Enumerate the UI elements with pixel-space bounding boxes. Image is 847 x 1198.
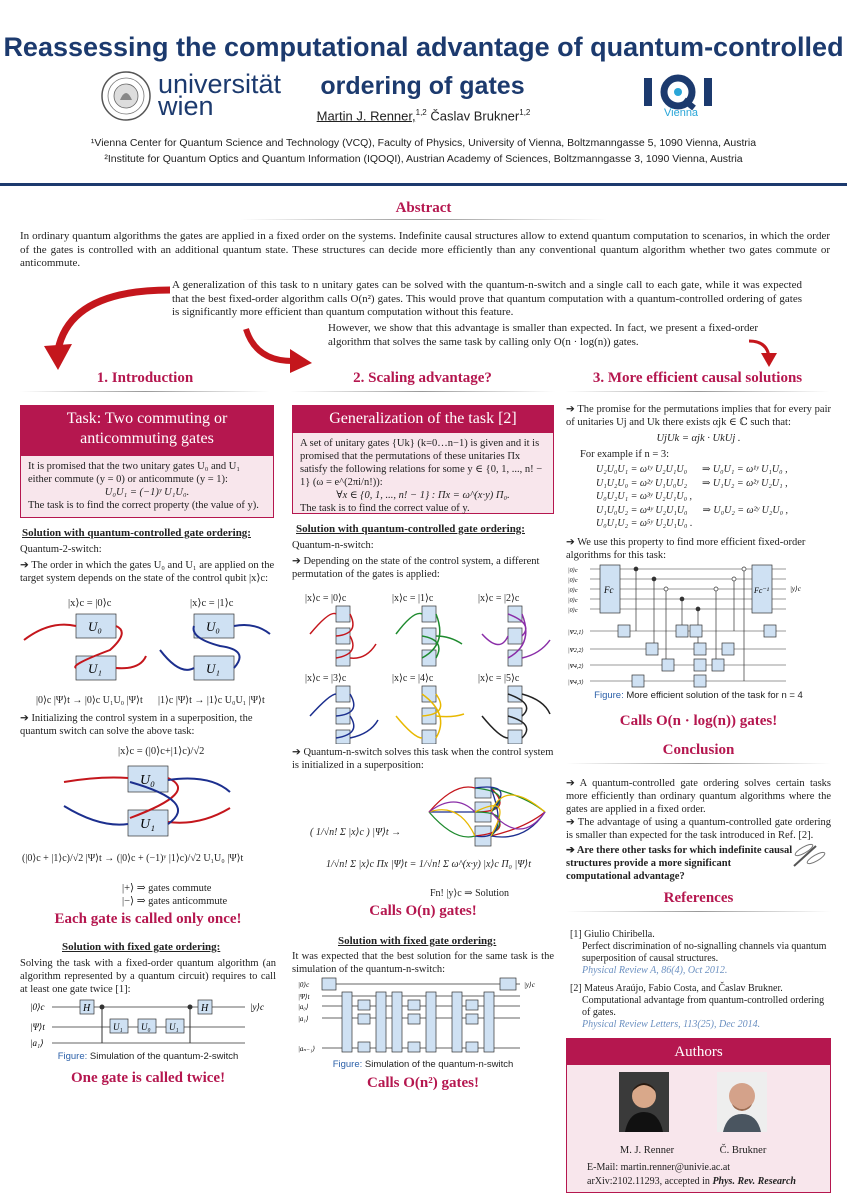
header-divider	[0, 183, 847, 186]
col2-sum-eq2: 1/√n! Σ |x⟩c Πx |Ψ⟩t = 1/√n! Σ ω^(x·y) |x⟩c Π₀ |Ψ⟩t	[326, 859, 531, 870]
svg-text:U₁: U₁	[140, 817, 155, 832]
ref1-title: Perfect discrimination of no-signalling channels via quantum superposition of causal structures.	[582, 941, 827, 964]
references-heading: References	[663, 890, 734, 906]
perm-panel-0	[310, 606, 376, 666]
col2-figure-caption	[292, 1059, 554, 1070]
svg-text:|0⟩c: |0⟩c	[568, 588, 578, 594]
col2-fig-caption-text: Simulation of the quantum-n-switch	[364, 1059, 514, 1070]
example-line-4: U₀U₁U₂ = ω⁵ʸ U₂U₁U₀ .	[596, 518, 693, 529]
svg-text:|Ψ4,2⟩: |Ψ4,2⟩	[568, 664, 584, 670]
col3-example-lines	[596, 463, 831, 531]
example-line-3: U₁U₀U₂ = ω⁴ʸ U₂U₁U₀ ⇒ U₀U₂ = ω²ʸ U₂U₀ ,	[596, 504, 789, 516]
task-box-task: The task is to find the correct property (the value of y).	[28, 500, 259, 511]
svg-text:Fc⁻¹: Fc⁻¹	[754, 586, 770, 595]
col1-fig-label: Figure:	[57, 1051, 88, 1062]
perm-state-1: |x⟩c = |1⟩c	[392, 593, 434, 604]
svg-text:U₁: U₁	[113, 1022, 123, 1032]
col2-sum-eq: ( 1/√n! Σ |x⟩c ) |Ψ⟩t →	[310, 827, 402, 838]
quantum-n-switch-circuit	[296, 976, 556, 1056]
col1-figure-caption	[20, 1051, 276, 1062]
svg-text:|0⟩c: |0⟩c	[568, 568, 578, 574]
col3-fig-caption-text: More efficient solution of the task for n = 4	[626, 690, 803, 701]
ref2-author: Mateus Araújo, Fabio Costa, and Časlav Brukner.	[584, 983, 783, 994]
general-box-task: The task is to find the correct value of y.	[300, 503, 470, 514]
ref2-num: [2]	[570, 983, 582, 994]
example-line-0: U₂U₀U₁ = ω¹ʸ U₂U₁U₀ ⇒ U₀U₁ = ω¹ʸ U₁U₀ ,	[596, 464, 788, 475]
svg-text:|aₙ₋₁⟩: |aₙ₋₁⟩	[298, 1045, 316, 1053]
col1-fixed-text: Solving the task with a fixed-order quantum algorithm (an algorithm represented by a quantum circuit) requires to call at least one gate twice [1]:	[20, 958, 276, 995]
arrow-to-scaling-icon	[240, 325, 320, 375]
svg-text:U₁: U₁	[206, 661, 220, 676]
authors-heading: Authors	[567, 1039, 830, 1065]
ref1-journal: Physical Review A, 86(4), Oct 2012.	[582, 965, 728, 976]
author-1-affil: 1,2	[415, 108, 427, 117]
ref1-author: Giulio Chiribella.	[584, 929, 655, 940]
rule-efficient	[565, 391, 830, 392]
abstract-heading: Abstract	[395, 200, 452, 216]
perm-panel-1	[396, 606, 462, 666]
col1-super-state: |x⟩c = (|0⟩c+|1⟩c)/√2	[118, 746, 205, 757]
svg-text:|a₀⟩: |a₀⟩	[298, 1003, 309, 1011]
example-line-2: U₀U₂U₁ = ω³ʸ U₂U₁U₀ ,	[596, 491, 693, 502]
col1-state0: |x⟩c = |0⟩c	[68, 598, 112, 609]
efficient-circuit-n4	[566, 563, 831, 689]
example-line-1: U₁U₂U₀ = ω²ʸ U₁U₀U₂ ⇒ U₁U₂ = ω²ʸ U₂U₁ ,	[596, 477, 788, 489]
col3-calls-nlog: Calls O(n · log(n)) gates!	[619, 713, 778, 729]
task-box	[20, 455, 274, 518]
col3-p2: ➔ We use this property to find more efficient fixed-order algorithms for this task:	[566, 536, 831, 562]
conclusion-2: ➔ The advantage of using a quantum-controlled gate ordering is smaller than expected for the task introduced in Ref. [2].	[566, 816, 831, 842]
avatar-renner	[619, 1072, 669, 1132]
col2-switchn: Quantum-n-switch:	[292, 540, 374, 551]
logo-uni-line2: wien	[158, 91, 214, 121]
svg-text:U₁: U₁	[88, 661, 102, 676]
svg-text:|0⟩c: |0⟩c	[30, 1002, 45, 1012]
logo-uni-line1: universität	[158, 69, 282, 99]
rule-conclusion	[566, 763, 831, 764]
permutation-panels	[300, 604, 555, 744]
col2-calls-n: Calls O(n) gates!	[369, 903, 477, 919]
two-switch-diagram	[20, 610, 275, 690]
author-line	[0, 108, 847, 123]
svg-text:|0⟩c: |0⟩c	[568, 578, 578, 584]
svg-text:|Ψ⟩t: |Ψ⟩t	[30, 1022, 45, 1032]
col2-sol-fixed: Solution with fixed gate ordering:	[338, 935, 497, 947]
dragonfly-icon	[790, 840, 826, 870]
general-box-title: Generalization of the task [2]	[292, 405, 554, 432]
svg-text:H: H	[201, 1003, 209, 1014]
ref1-num: [1]	[570, 929, 582, 940]
author-2: Časlav Brukner	[430, 108, 520, 124]
perm-panel-3	[310, 686, 378, 744]
arrow-to-efficient-icon	[745, 335, 785, 370]
conclusion-1: ➔ A quantum-controlled gate ordering solves certain tasks more efficiently than ordinary quantum algorithms where the gates are applied in a fixed order.	[566, 777, 831, 816]
rule-scaling	[290, 391, 555, 392]
author-email[interactable]: E-Mail: martin.renner@univie.ac.at	[587, 1162, 731, 1173]
svg-text:U₀: U₀	[206, 619, 220, 634]
col1-map1: |1⟩c |Ψ⟩t → |1⟩c U₀U₁ |Ψ⟩t	[158, 695, 265, 706]
author-a-name: M. J. Renner	[619, 1145, 675, 1156]
avatar-brukner	[717, 1072, 767, 1132]
col3-figure-caption	[566, 690, 831, 701]
col2-calls-n2: Calls O(n²) gates!	[367, 1075, 479, 1091]
perm-state-4: |x⟩c = |4⟩c	[392, 673, 434, 684]
col1-sol-cc: Solution with quantum-controlled gate ordering:	[22, 527, 251, 539]
rule-references	[566, 911, 831, 912]
task-box-eq: U₀U₁ = (−1)ʸ U₁U₀.	[104, 487, 190, 498]
svg-text:|y⟩c: |y⟩c	[250, 1002, 264, 1012]
perm-state-3: |x⟩c = |3⟩c	[305, 673, 347, 684]
perm-panel-4	[396, 686, 464, 744]
conclusion-heading: Conclusion	[662, 742, 735, 758]
svg-text:Fc: Fc	[604, 585, 614, 595]
svg-text:|Ψ⟩t: |Ψ⟩t	[298, 993, 310, 1001]
col1-plus: |+⟩ ⇒ gates commute	[122, 883, 212, 894]
abstract-rule	[240, 219, 607, 220]
svg-text:|a₁⟩: |a₁⟩	[298, 1015, 309, 1023]
ref2-journal: Physical Review Letters, 113(25), Dec 2014.	[582, 1019, 761, 1030]
author-b-name: Č. Brukner	[719, 1145, 767, 1156]
svg-text:|y⟩c: |y⟩c	[524, 981, 535, 989]
general-box-eq: ∀x ∈ {0, 1, ..., n! − 1} : Πx = ω^(x·y) Π₀.	[336, 490, 510, 501]
col2-fourier: Fn! |y⟩c ⇒ Solution	[430, 888, 510, 899]
col1-final-eq: (|0⟩c + |1⟩c)/√2 |Ψ⟩t → (|0⟩c + (−1)ʸ |1⟩c)/√2 U₁U₀ |Ψ⟩t	[22, 853, 244, 864]
perm-state-2: |x⟩c = |2⟩c	[478, 593, 520, 604]
col1-once: Each gate is called only once!	[54, 911, 242, 927]
col2-bullet2: ➔ Quantum-n-switch solves this task when the control system is initialized in a superposition:	[292, 746, 554, 772]
arrow-to-intro-icon	[30, 280, 180, 370]
col3-example: For example if n = 3:	[580, 449, 670, 460]
svg-text:|y⟩c: |y⟩c	[790, 585, 801, 593]
quantum-2-switch-circuit	[30, 997, 270, 1049]
col3-p1: ➔ The promise for the permutations implies that for every pair of unitaries Uj and Uk there exists αjk ∈ ℂ such that:	[566, 403, 831, 429]
task-box-text: It is promised that the two unitary gates U₀ and U₁ either commute (y = 0) or anticommute (y = 1):	[28, 461, 241, 485]
col1-map0: |0⟩c |Ψ⟩t → |0⟩c U₁U₀ |Ψ⟩t	[36, 695, 143, 706]
authors-box	[566, 1038, 831, 1193]
general-box-text: A set of unitary gates {Uk} (k=0…n−1) is given and it is promised that the permutations of these unitaries Πx satisfy the following relations for some y ∈ {0, 1, ..., n! − 1} (ω = e^(2πi/n!)):	[300, 438, 543, 488]
col1-twice: One gate is called twice!	[70, 1070, 226, 1086]
superposition-switch-diagram	[60, 762, 235, 842]
col1-sol-fixed: Solution with fixed gate ordering:	[62, 941, 221, 953]
poster-title-line2: ordering of gates	[320, 72, 525, 100]
svg-text:U₀: U₀	[141, 1022, 151, 1032]
author-1: Martin J. Renner,	[316, 108, 416, 124]
rule-intro	[20, 391, 270, 392]
svg-text:|Ψ2,1⟩: |Ψ2,1⟩	[568, 630, 584, 636]
abstract-p2: A generalization of this task to n unitary gates can be solved with the quantum-n-switch and a single call to each gate, while it was expected that the best fixed-order algorithm calls O(n²) gates. This would prove that quantum computation with a quantum-controlled ordering of gates is significantly more efficient than quantum computation without this feature.	[172, 279, 802, 318]
col1-state1: |x⟩c = |1⟩c	[190, 598, 234, 609]
svg-text:U₀: U₀	[140, 773, 155, 788]
section-scaling: 2. Scaling advantage?	[353, 370, 492, 386]
general-box	[292, 432, 554, 514]
poster-title-line1: Reassessing the computational advantage of quantum-controlled	[3, 32, 844, 62]
perm-state-5: |x⟩c = |5⟩c	[478, 673, 520, 684]
svg-text:U₀: U₀	[88, 619, 102, 634]
conclusion-3: ➔ Are there other tasks for which indefinite causal structures provide a more significant computational advantage?	[566, 844, 796, 883]
abstract-p1: In ordinary quantum algorithms the gates are applied in a fixed order on the systems. Indefinite causal structures allow to extend quantum computation to scenarios, in which the order of the gates is controlled with an additional quantum state. These structures can decide more efficiently than any conventional quantum algorithm whether two gates commute or anticommute.	[20, 230, 830, 269]
svg-text:U₁: U₁	[169, 1022, 179, 1032]
col1-fig-caption-text: Simulation of the quantum-2-switch	[89, 1051, 239, 1062]
section-efficient: 3. More efficient causal solutions	[592, 370, 803, 386]
arxiv-id[interactable]: arXiv:2102.11293, accepted in	[587, 1176, 710, 1187]
arxiv-journal: Phys. Rev. Research	[712, 1176, 796, 1187]
ref2-title: Computational advantage from quantum-controlled ordering of gates.	[582, 995, 825, 1018]
col2-sol-cc: Solution with quantum-controlled gate ordering:	[296, 523, 525, 535]
svg-text:|0⟩c: |0⟩c	[568, 598, 578, 604]
col1-bullet2: ➔ Initializing the control system in a superposition, the quantum switch can solve the above task:	[20, 712, 276, 738]
task-box-title: Task: Two commuting or anticommuting gates	[20, 405, 274, 455]
abstract-p3: However, we show that this advantage is smaller than expected. In fact, we present a fixed-order algorithm that solves the same task by calling only O(n · log(n)) gates.	[328, 322, 758, 348]
col1-minus: |−⟩ ⇒ gates anticommute	[122, 896, 228, 907]
n-switch-superposition-diagram	[425, 772, 550, 852]
arxiv-line	[587, 1175, 796, 1188]
col2-bullet1: ➔ Depending on the state of the control system, a different permutation of the gates is applied:	[292, 555, 554, 581]
author-2-affil: 1,2	[519, 108, 531, 117]
col2-fixed-text: It was expected that the best solution for the same task is the simulation of the quantum-n-switch:	[292, 951, 554, 975]
col1-bullet1: ➔ The order in which the gates U₀ and U₁ are applied on the target system depends on the state of the control qubit |x⟩c:	[20, 559, 276, 585]
affiliation-2: ²Institute for Quantum Optics and Quantum Information (IQOQI), Austrian Academy of Sciences, Boltzmanngasse 3, 1090 Vienna, Austria	[104, 153, 743, 165]
perm-state-0: |x⟩c = |0⟩c	[305, 593, 347, 604]
col3-fig-label: Figure:	[594, 690, 624, 701]
section-intro: 1. Introduction	[96, 370, 194, 386]
perm-panel-5	[482, 686, 550, 744]
svg-text:|Ψ2,2⟩: |Ψ2,2⟩	[568, 648, 584, 654]
svg-text:H: H	[83, 1003, 91, 1014]
reference-2	[570, 983, 830, 1031]
iqoqi-sub: Vienna	[664, 107, 699, 119]
col3-eq1: UjUk = αjk · UkUj .	[656, 433, 741, 444]
svg-text:|a₁⟩: |a₁⟩	[30, 1038, 44, 1048]
affiliation-1: ¹Vienna Center for Quantum Science and Technology (VCQ), Faculty of Physics, University of Vienna, Boltzmanngasse 5, 1090 Vienna, Austria	[90, 137, 757, 149]
svg-text:|0⟩c: |0⟩c	[298, 981, 310, 989]
svg-text:|Ψ4,3⟩: |Ψ4,3⟩	[568, 680, 584, 686]
col1-switch2: Quantum-2-switch:	[20, 544, 102, 555]
col2-fig-label: Figure:	[332, 1059, 363, 1070]
reference-1	[570, 929, 830, 977]
perm-panel-2	[482, 606, 550, 666]
svg-text:|0⟩c: |0⟩c	[568, 608, 578, 614]
